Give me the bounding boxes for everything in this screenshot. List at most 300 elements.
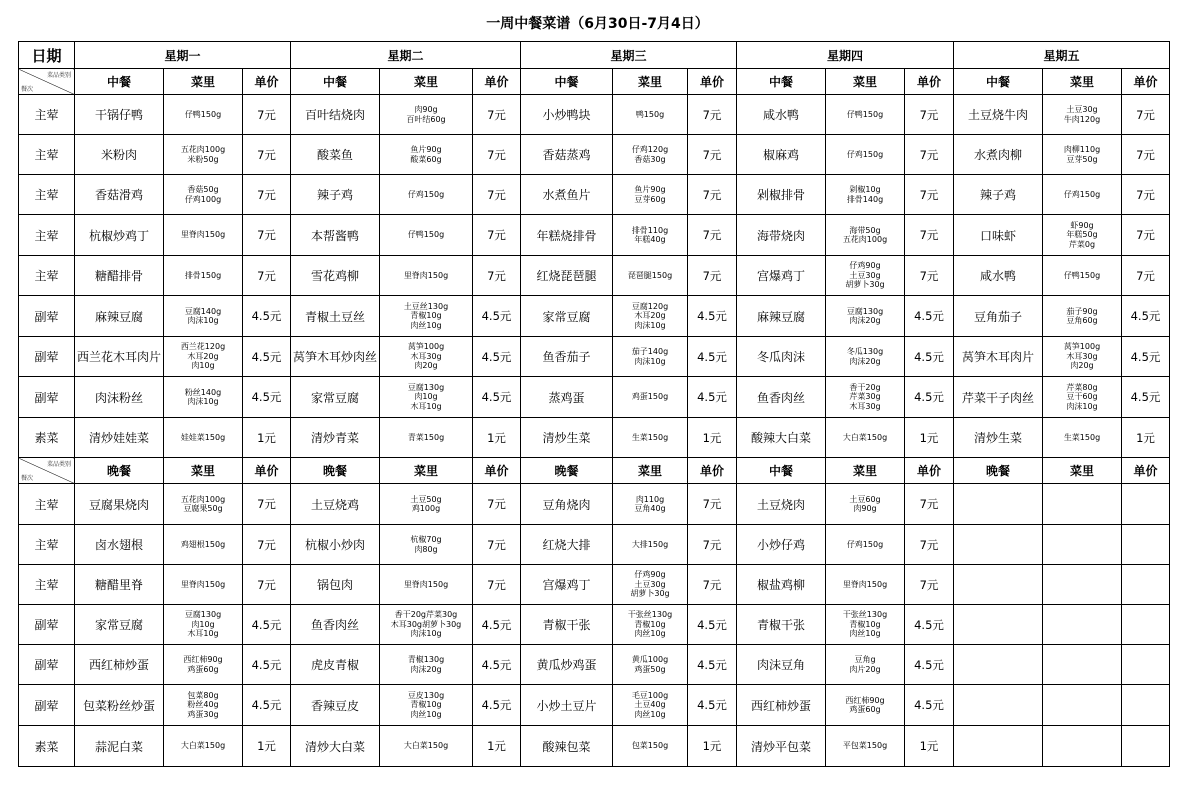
dish-name: 小炒土豆片 (521, 685, 613, 726)
price-cell: 7元 (473, 256, 521, 296)
ingredient-line: 豆角g (854, 655, 876, 664)
price-cell: 7元 (905, 565, 954, 605)
menu-row (19, 337, 1170, 377)
menu-row (19, 135, 1170, 175)
dish-name: 清炒娃娃菜 (75, 418, 164, 458)
price-cell: 7元 (243, 175, 291, 215)
category-cell: 主荤 (19, 525, 75, 565)
ingredients-cell (826, 135, 905, 175)
ingredient-line: 青椒10g (849, 619, 881, 629)
price-cell: 4.5元 (243, 685, 291, 726)
dish-name: 宫爆鸡丁 (521, 565, 613, 605)
ingredients-cell (826, 215, 905, 256)
dish-name: 莴笋木耳肉片 (954, 337, 1043, 377)
dish-name (954, 484, 1043, 525)
menu-row (19, 256, 1170, 296)
ingredient-line: 里脊肉150g (403, 270, 449, 280)
ingredients-cell (380, 377, 473, 418)
header-meal: 晚餐 (75, 458, 164, 484)
category-cell: 主荤 (19, 215, 75, 256)
ingredient-line: 西红柿90g (845, 695, 885, 705)
ingredients-cell (826, 377, 905, 418)
ingredients-cell (826, 484, 905, 525)
ingredient-line: 仔鸡120g (631, 145, 669, 154)
price-cell: 7元 (688, 525, 737, 565)
ingredient-line: 里脊肉150g (842, 579, 888, 589)
ingredient-line: 鸡蛋60g (187, 664, 219, 674)
menu-row (19, 645, 1170, 685)
dish-name: 家常豆腐 (291, 377, 380, 418)
ingredients-cell (164, 484, 243, 525)
ingredient-line: 青椒130g (407, 655, 445, 664)
ingredient-line: 豆芽50g (1066, 154, 1098, 164)
dish-name: 清炒大白菜 (291, 726, 380, 767)
ingredient-line: 冬瓜130g (846, 347, 884, 356)
ingredient-line: 排骨110g (631, 225, 669, 235)
ingredient-line: 肉80g (414, 544, 438, 554)
ingredient-line: 鸡蛋60g (849, 705, 881, 714)
ingredient-line: 仔鸭150g (1063, 270, 1101, 280)
ingredient-line: 豆干60g (1066, 392, 1098, 402)
dish-name: 冬瓜肉沫 (737, 337, 826, 377)
ingredient-line: 肉丝10g (410, 709, 442, 719)
header-meal: 中餐 (291, 69, 380, 95)
ingredient-line: 青椒10g (410, 700, 442, 710)
category-cell: 素菜 (19, 726, 75, 767)
ingredients-cell (1043, 296, 1122, 337)
ingredient-line: 肉10g (191, 361, 215, 371)
ingredient-line: 茄子140g (631, 347, 669, 356)
price-cell: 7元 (905, 484, 954, 525)
corner-category-label: 菜品类别 (46, 72, 71, 79)
ingredients-cell (826, 565, 905, 605)
category-meal-corner (19, 458, 75, 484)
ingredients-cell (164, 175, 243, 215)
ingredient-line: 里脊肉150g (180, 579, 226, 589)
ingredient-line: 仔鸡100g (184, 194, 222, 204)
ingredient-line: 五花肉100g (180, 494, 226, 504)
price-cell: 7元 (243, 135, 291, 175)
ingredients-cell (1043, 685, 1122, 726)
price-cell (1122, 605, 1170, 645)
price-cell: 7元 (243, 484, 291, 525)
dish-name: 鱼香茄子 (521, 337, 613, 377)
dish-name: 椒盐鸡柳 (737, 565, 826, 605)
ingredient-line: 木耳30g胡萝卜30g (390, 619, 462, 629)
dish-name: 米粉肉 (75, 135, 164, 175)
dish-name: 麻辣豆腐 (737, 296, 826, 337)
price-cell: 7元 (473, 95, 521, 135)
ingredient-line: 年糕40g (634, 235, 666, 244)
page-title: 一周中餐菜谱（6月30日-7月4日） (486, 16, 709, 32)
ingredient-line: 香干20g芹菜30g (394, 610, 458, 620)
ingredient-line: 豆腐140g (184, 306, 222, 316)
ingredients-cell (613, 215, 688, 256)
price-cell: 7元 (688, 256, 737, 296)
ingredient-line: 鸡100g (411, 504, 441, 513)
price-cell: 1元 (1122, 418, 1170, 458)
ingredient-line: 大排150g (631, 539, 669, 549)
ingredients-cell (826, 605, 905, 645)
dish-name: 清炒平包菜 (737, 726, 826, 767)
dish-name: 年糕烧排骨 (521, 215, 613, 256)
ingredient-line: 里脊肉150g (403, 579, 449, 589)
ingredient-line: 肉沫10g (634, 320, 666, 330)
ingredient-line: 年糕50g (1066, 230, 1098, 240)
ingredient-line: 肉沫20g (849, 316, 881, 325)
ingredients-cell (613, 605, 688, 645)
ingredients-cell (380, 296, 473, 337)
ingredient-line: 肉丝10g (634, 629, 666, 639)
price-cell: 7元 (688, 135, 737, 175)
price-cell: 4.5元 (473, 296, 521, 337)
ingredients-cell (1043, 337, 1122, 377)
lunch-header-row (19, 69, 1170, 95)
ingredient-line: 黄瓜100g (631, 655, 669, 664)
category-cell: 素菜 (19, 418, 75, 458)
price-cell: 4.5元 (473, 377, 521, 418)
ingredient-line: 粉丝140g (184, 387, 222, 397)
price-cell: 7元 (688, 565, 737, 605)
price-cell: 4.5元 (905, 645, 954, 685)
ingredient-line: 豆腐130g (184, 610, 222, 620)
ingredient-line: 豆芽60g (634, 194, 666, 204)
ingredients-cell (1043, 726, 1122, 767)
header-ingredients: 菜里 (380, 69, 473, 95)
header-price: 单价 (1122, 69, 1170, 95)
ingredient-line: 芹菜0g (1068, 239, 1096, 249)
ingredient-line: 肉沫10g (1066, 401, 1098, 411)
ingredient-line: 大白菜150g (842, 432, 888, 442)
ingredient-line: 豆角40g (634, 504, 666, 513)
price-cell: 7元 (243, 95, 291, 135)
ingredient-line: 青菜150g (407, 432, 445, 442)
price-cell: 7元 (1122, 95, 1170, 135)
header-price: 单价 (1122, 458, 1170, 484)
ingredient-line: 肉20g (414, 361, 438, 371)
header-ingredients: 菜里 (826, 458, 905, 484)
ingredient-line: 芹菜80g (1066, 382, 1098, 392)
ingredients-cell (164, 296, 243, 337)
ingredient-line: 香干20g (849, 382, 881, 392)
header-meal: 中餐 (521, 69, 613, 95)
date-label: 日期 (19, 42, 75, 69)
ingredient-line: 木耳30g (410, 351, 442, 361)
menu-row (19, 605, 1170, 645)
price-cell: 7元 (688, 95, 737, 135)
dish-name: 肉沫粉丝 (75, 377, 164, 418)
ingredient-line: 肉柳110g (1063, 145, 1101, 154)
ingredient-line: 木耳30g (1066, 351, 1098, 361)
price-cell: 7元 (905, 175, 954, 215)
ingredient-line: 土豆30g (634, 579, 666, 589)
header-ingredients: 菜里 (1043, 458, 1122, 484)
dish-name: 香菇蒸鸡 (521, 135, 613, 175)
ingredients-cell (164, 418, 243, 458)
ingredient-line: 鸭150g (635, 109, 665, 119)
ingredient-line: 仔鸡150g (1063, 189, 1101, 199)
price-cell: 7元 (905, 256, 954, 296)
header-meal: 中餐 (75, 69, 164, 95)
ingredients-cell (613, 337, 688, 377)
ingredient-line: 青椒10g (634, 619, 666, 629)
price-cell: 7元 (243, 565, 291, 605)
menu-row (19, 377, 1170, 418)
dish-name: 西红柿炒蛋 (737, 685, 826, 726)
category-cell: 副荤 (19, 377, 75, 418)
dish-name (954, 565, 1043, 605)
price-cell: 7元 (688, 215, 737, 256)
header-meal: 中餐 (954, 69, 1043, 95)
ingredient-line: 莴笋100g (407, 342, 445, 352)
dish-name: 杭椒小炒肉 (291, 525, 380, 565)
ingredient-line: 干张丝130g (842, 610, 888, 620)
ingredient-line: 胡萝卜30g (630, 589, 670, 599)
dish-name: 清炒青菜 (291, 418, 380, 458)
ingredients-cell (1043, 525, 1122, 565)
ingredients-cell (164, 605, 243, 645)
dish-name: 土豆烧鸡 (291, 484, 380, 525)
dish-name: 口味虾 (954, 215, 1043, 256)
category-cell: 主荤 (19, 135, 75, 175)
category-cell: 主荤 (19, 484, 75, 525)
ingredient-line: 排骨140g (846, 194, 884, 204)
header-ingredients: 菜里 (826, 69, 905, 95)
ingredient-line: 琵琶腿150g (627, 270, 673, 280)
dish-name: 青椒干张 (737, 605, 826, 645)
ingredients-cell (164, 525, 243, 565)
ingredients-cell (380, 726, 473, 767)
dish-name: 糖醋排骨 (75, 256, 164, 296)
price-cell: 7元 (688, 484, 737, 525)
ingredient-line: 肉片20g (849, 664, 881, 674)
price-cell: 1元 (905, 726, 954, 767)
dish-name: 杭椒炒鸡丁 (75, 215, 164, 256)
header-ingredients: 菜里 (164, 458, 243, 484)
price-cell (1122, 645, 1170, 685)
price-cell: 7元 (1122, 215, 1170, 256)
ingredient-line: 剁椒10g (849, 185, 881, 194)
ingredients-cell (1043, 484, 1122, 525)
dish-name: 蒸鸡蛋 (521, 377, 613, 418)
ingredients-cell (380, 484, 473, 525)
ingredient-line: 豆腐130g (407, 382, 445, 392)
ingredient-line: 鸡蛋150g (631, 392, 669, 402)
ingredient-line: 肉10g (191, 619, 215, 629)
ingredients-cell (380, 645, 473, 685)
dish-name: 糖醋里脊 (75, 565, 164, 605)
ingredients-cell (613, 565, 688, 605)
dish-name: 红烧琵琶腿 (521, 256, 613, 296)
price-cell: 1元 (688, 726, 737, 767)
ingredients-cell (613, 377, 688, 418)
category-cell: 主荤 (19, 175, 75, 215)
price-cell: 7元 (473, 565, 521, 605)
ingredient-line: 里脊肉150g (180, 230, 226, 240)
dish-name (954, 685, 1043, 726)
dish-name: 豆角烧肉 (521, 484, 613, 525)
day-header-row (19, 42, 1170, 69)
ingredient-line: 仔鸡150g (846, 149, 884, 159)
dish-name: 鱼香肉丝 (291, 605, 380, 645)
price-cell: 4.5元 (473, 337, 521, 377)
menu-table (18, 41, 1170, 767)
dish-name: 香辣豆皮 (291, 685, 380, 726)
price-cell: 7元 (243, 215, 291, 256)
ingredients-cell (613, 418, 688, 458)
price-cell: 4.5元 (688, 685, 737, 726)
dish-name: 椒麻鸡 (737, 135, 826, 175)
ingredients-cell (380, 215, 473, 256)
dish-name: 包菜粉丝炒蛋 (75, 685, 164, 726)
menu-body (19, 42, 1170, 767)
dish-name: 清炒生菜 (954, 418, 1043, 458)
dish-name: 辣子鸡 (291, 175, 380, 215)
ingredients-cell (613, 685, 688, 726)
ingredient-line: 五花肉100g (180, 145, 226, 154)
header-price: 单价 (688, 458, 737, 484)
price-cell: 7元 (473, 215, 521, 256)
dish-name: 酸菜鱼 (291, 135, 380, 175)
ingredient-line: 木耳20g (634, 311, 666, 321)
header-price: 单价 (905, 69, 954, 95)
menu-row (19, 215, 1170, 256)
ingredient-line: 肉丝10g (634, 709, 666, 719)
ingredients-cell (1043, 418, 1122, 458)
ingredient-line: 仔鸭150g (184, 109, 222, 119)
dish-name: 莴笋木耳炒肉丝 (291, 337, 380, 377)
ingredient-line: 大白菜150g (180, 741, 226, 751)
price-cell (1122, 525, 1170, 565)
price-cell: 7元 (473, 525, 521, 565)
ingredient-line: 木耳10g (187, 629, 219, 639)
header-meal: 晚餐 (954, 458, 1043, 484)
dish-name (954, 726, 1043, 767)
header-ingredients: 菜里 (613, 458, 688, 484)
ingredient-line: 西兰花120g (180, 342, 226, 352)
ingredient-line: 木耳20g (187, 351, 219, 361)
ingredient-line: 杭椒70g (410, 535, 442, 544)
header-price: 单价 (473, 458, 521, 484)
ingredients-cell (826, 175, 905, 215)
ingredient-line: 西红柿90g (183, 655, 223, 664)
header-ingredients: 菜里 (613, 69, 688, 95)
ingredients-cell (613, 175, 688, 215)
ingredient-line: 生菜150g (631, 432, 669, 442)
header-meal: 中餐 (737, 69, 826, 95)
ingredient-line: 排骨150g (184, 270, 222, 280)
dish-name: 清炒生菜 (521, 418, 613, 458)
day-header: 星期四 (737, 42, 954, 69)
ingredients-cell (1043, 175, 1122, 215)
ingredients-cell (613, 296, 688, 337)
ingredient-line: 豆腐120g (631, 301, 669, 311)
ingredients-cell (826, 256, 905, 296)
price-cell: 7元 (1122, 256, 1170, 296)
ingredients-cell (164, 256, 243, 296)
dish-name: 海带烧肉 (737, 215, 826, 256)
price-cell: 4.5元 (688, 337, 737, 377)
ingredients-cell (826, 95, 905, 135)
dish-name: 黄瓜炒鸡蛋 (521, 645, 613, 685)
corner-meal-label: 餐次 (21, 86, 34, 93)
price-cell: 7元 (473, 175, 521, 215)
ingredients-cell (826, 418, 905, 458)
price-cell: 4.5元 (243, 645, 291, 685)
day-header: 星期五 (954, 42, 1170, 69)
price-cell: 7元 (473, 135, 521, 175)
header-price: 单价 (905, 458, 954, 484)
ingredients-cell (826, 337, 905, 377)
ingredients-cell (164, 95, 243, 135)
price-cell: 4.5元 (473, 605, 521, 645)
price-cell: 1元 (473, 726, 521, 767)
price-cell (1122, 726, 1170, 767)
ingredient-line: 肉丝10g (410, 320, 442, 330)
dish-name: 麻辣豆腐 (75, 296, 164, 337)
ingredients-cell (380, 175, 473, 215)
price-cell: 7元 (1122, 135, 1170, 175)
ingredient-line: 平包菜150g (842, 741, 888, 751)
dish-name: 水煮鱼片 (521, 175, 613, 215)
ingredients-cell (164, 645, 243, 685)
menu-row (19, 565, 1170, 605)
category-cell: 主荤 (19, 256, 75, 296)
dish-name: 水煮肉柳 (954, 135, 1043, 175)
price-cell: 4.5元 (905, 296, 954, 337)
category-meal-corner (19, 69, 75, 95)
price-cell: 4.5元 (1122, 296, 1170, 337)
ingredients-cell (1043, 135, 1122, 175)
price-cell: 4.5元 (688, 296, 737, 337)
ingredient-line: 仔鸡150g (407, 189, 445, 199)
ingredient-line: 肉沫10g (410, 629, 442, 639)
ingredients-cell (826, 525, 905, 565)
header-meal: 中餐 (737, 458, 826, 484)
category-cell: 副荤 (19, 605, 75, 645)
ingredient-line: 茄子90g (1066, 306, 1098, 316)
ingredient-line: 土豆30g (1066, 105, 1098, 114)
dish-name: 家常豆腐 (75, 605, 164, 645)
dish-name: 辣子鸡 (954, 175, 1043, 215)
ingredient-line: 肉沫20g (410, 664, 442, 674)
ingredient-line: 百叶结60g (406, 114, 446, 124)
ingredients-cell (380, 605, 473, 645)
dish-name: 百叶结烧肉 (291, 95, 380, 135)
menu-row (19, 525, 1170, 565)
ingredient-line: 肉沫10g (187, 316, 219, 325)
price-cell: 7元 (905, 135, 954, 175)
menu-row (19, 95, 1170, 135)
dinner-header-row (19, 458, 1170, 484)
ingredient-line: 土豆丝130g (403, 301, 449, 311)
ingredients-cell (1043, 95, 1122, 135)
price-cell: 4.5元 (905, 377, 954, 418)
header-meal: 晚餐 (291, 458, 380, 484)
ingredient-line: 牛肉120g (1063, 114, 1101, 124)
price-cell: 4.5元 (243, 337, 291, 377)
category-cell: 副荤 (19, 337, 75, 377)
ingredients-cell (164, 565, 243, 605)
dish-name: 咸水鸭 (954, 256, 1043, 296)
ingredients-cell (1043, 605, 1122, 645)
ingredient-line: 毛豆100g (631, 690, 669, 700)
price-cell: 4.5元 (243, 296, 291, 337)
price-cell: 7元 (1122, 175, 1170, 215)
price-cell (1122, 565, 1170, 605)
dish-name: 红烧大排 (521, 525, 613, 565)
price-cell: 4.5元 (473, 645, 521, 685)
